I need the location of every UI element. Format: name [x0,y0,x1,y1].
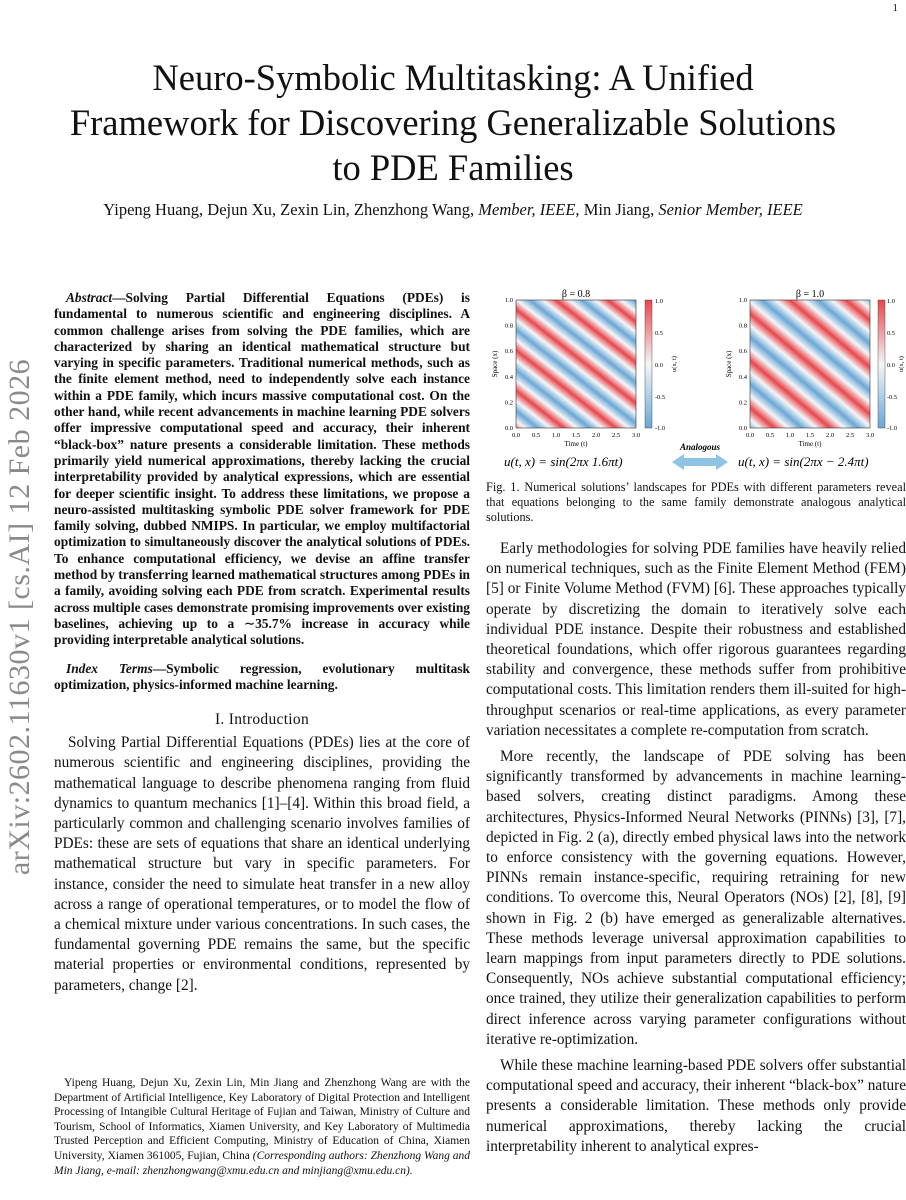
left-ytick-2: 0.6 [504,348,513,356]
right-cb-ticks [887,298,897,432]
left-cbtick-4: -1.0 [655,425,665,432]
right-cbtick-0: 1.0 [887,298,895,305]
left-ytick-1: 0.8 [504,322,513,330]
figure-caption: Fig. 1. Numerical solutions’ landscapes for PDEs with different parameters reveal that equations belonging to the same family demonstrate analogous analytical solutions. [486,480,906,524]
right-xtick-3: 1.5 [805,432,815,439]
right-xtick-6: 3.0 [865,432,875,439]
left-colorbar [645,300,652,428]
left-xtick-1: 0.5 [531,432,541,439]
title-line-3: to PDE Families [332,147,574,188]
section-heading: I. Introduction [214,711,310,729]
paragraph-ml-solvers: More recently, the landscape of PDE solving has been significantly transformed by advancements in machine learning-based solvers, creating distinct paradigms. Among these architectures, Physics-Informed Neural Networks (PINNs) [3], [7], depicted in Fig. 2 (a), directly embed physical laws into the network to enforce consistency with the governing equations. However, PINNs remain instance-specific, requiring retraining for new conditions. To overcome this, Neural Operators (NOs) [2], [8], [9] shown in Fig. 2 (b) have emerged as generalizable alternatives. These methods leverage universal approximation capabilities to learn mappings from input parameters directly to PDE solutions. Consequently, NOs achieve substantial computational efficiency; once trained, they utilize their generalization capabilities to perform direct inference across varying parameter configurations without iterative re-optimization. [486,748,906,1048]
left-x-label: Time (t) [564,440,588,448]
left-x-ticks [512,432,640,439]
authors-member: Member, IEEE, [478,200,580,219]
right-ytick-1: 0.8 [738,322,747,330]
left-ytick-0: 1.0 [504,297,513,304]
right-cb-label: u(x, t) [898,356,905,372]
index-terms [54,661,470,694]
left-cb-ticks [655,298,665,432]
left-ytick-3: 0.4 [504,373,513,381]
index-terms-text: —Symbolic regression, evolutionary multitask optimization, physics-informed machine learning. [54,660,470,692]
left-cbtick-3: -0.5 [655,394,665,401]
page-number: 1 [892,2,898,14]
paragraph-early-methods: Early methodologies for solving PDE families have heavily relied on numerical techniques, such as the Finite Element Method (FEM) [5] or Finite Volume Method (FVM) [6]. These approaches typically operate by discretizing the domain to iteratively solve each individual PDE instance. Despite their robustness and established theoretical foundations, which offer rigorous guarantees regarding stability and convergence, these methods suffer from prohibitive computational costs. This limitation renders them ill-suited for high-throughput scenarios or real-time applications, as every parameter variation necessitates a complete re-computation from scratch. [486,540,906,739]
left-cbtick-2: 0.0 [655,362,663,369]
left-xtick-6: 3.0 [631,432,641,439]
double-arrow-icon [672,454,728,470]
figure-1-svg [486,282,906,478]
title-line-1: Neuro-Symbolic Multitasking: A Unified [152,57,754,98]
left-xtick-2: 1.0 [551,432,561,439]
right-xtick-0: 0.0 [745,432,755,439]
footnote [54,1076,470,1178]
paper-title [40,55,866,190]
left-cbtick-0: 1.0 [655,298,663,305]
intro-paragraph: Solving Partial Differential Equations (PDEs) lies at the core of numerous scientific and engineering disciplines, providing the mathematical language to describe phenomena ranging from fluid dynamics to quantum mechanics [1]–[4]. Within this broad field, a particularly common and challenging scenario involves families of PDEs: these are sets of equations that share an identical underlying mathematical structure but vary in specific parameters. For instance, consider the need to simulate heat transfer in a new alloy across a range of operational temperatures, or to model the flow of a chemical mixture under various concentrations. In such cases, the fundamental governing PDE remains the same, but the specific material properties or environmental conditions, represented by parameters, change [2]. [54,734,470,994]
left-plot-title: β = 0.8 [561,289,591,300]
right-column [486,282,906,1163]
left-column [54,290,470,996]
authors-part-1: Yipeng Huang, Dejun Xu, Zexin Lin, Zhenzhong Wang, [103,200,479,219]
right-equation: u(t, x) = sin(2πx − 2.4πt) [738,454,869,469]
right-colorbar [878,300,885,428]
right-xtick-1: 0.5 [765,432,775,439]
right-ytick-2: 0.6 [738,348,747,356]
left-y-label: Space (x) [491,350,499,378]
right-ytick-4: 0.2 [738,399,747,407]
left-xtick-4: 2.0 [591,432,601,439]
left-xtick-0: 0.0 [511,432,521,439]
footnote-corresponding: (Corresponding authors: Zhenzhong Wang and Min Jiang, e-mail: zhenzhongwang@xmu.edu.cn and minjiang@xmu.edu.cn). [54,1149,470,1177]
left-equation: u(t, x) = sin(2πx 1.6πt) [504,454,623,469]
left-cb-label: u(x, t) [671,356,678,372]
author-list [40,200,866,220]
abstract-label: Abstract [66,290,113,305]
figure-1 [486,282,906,478]
right-ytick-3: 0.4 [738,373,747,381]
right-xtick-4: 2.0 [825,432,835,439]
arxiv-stamp[interactable]: arXiv:2602.11630v1 [cs.AI] 12 Feb 2026 [3,358,36,876]
right-cbtick-2: 0.0 [887,362,895,369]
left-xtick-5: 2.5 [611,432,621,439]
right-y-label: Space (x) [725,350,733,378]
abstract [54,290,470,649]
right-ytick-0: 1.0 [738,297,747,304]
right-x-label: Time (t) [798,440,822,448]
paragraph-limitations: While these machine learning-based PDE solvers offer substantial computational speed and accuracy, their inherent “black-box” nature presents a considerable limitation. These methods only provide numerical approximations, thereby lacking the crucial interpretability inherent to analytical expres- [486,1057,906,1155]
left-cbtick-1: 0.5 [655,330,663,337]
authors-senior: Senior Member, IEEE [658,200,803,219]
right-xtick-5: 2.5 [845,432,855,439]
abstract-text: —Solving Partial Differential Equations (PDEs) is fundamental to numerous scientific and engineering disciplines. A common challenge arises from solving the PDE families, which are characterized by sharing an identical mathematical structure but varying in specific parameters. Traditional numerical methods, such as the finite element method, need to independently solve each instance within a PDE family, which incurs massive computational cost. On the other hand, while recent advancements in machine learning PDE solvers offer impressive computational speed and accuracy, their inherent “black-box” nature presents a considerable limitation. These methods primarily yield numerical approximations, thereby lacking the crucial interpretability provided by analytical expressions, which are essential for deeper scientific insight. To address these limitations, we propose a neuro-assisted multitasking symbolic PDE solver framework for PDE family solving, dubbed NMIPS. In particular, we employ multifactorial optimization to simultaneously discover the analytical solutions of PDEs. To enhance computational efficiency, we devise an affine transfer method by transferring learned mathematical structures among PDEs in a family, avoiding solving each PDE from scratch. Experimental results across multiple cases demonstrate promising improvements over existing baselines, achieving up to a ∼35.7% increase in accuracy while providing interpretable analytical solutions. [54,290,470,648]
right-cbtick-3: -0.5 [887,394,897,401]
left-ytick-4: 0.2 [504,399,513,407]
left-y-ticks [505,297,514,432]
right-ytick-5: 0.0 [738,425,747,432]
title-line-2: Framework for Discovering Generalizable Solutions [69,102,837,143]
right-y-ticks [739,297,748,432]
left-ytick-5: 0.0 [504,425,513,432]
footnote-text: Yipeng Huang, Dejun Xu, Zexin Lin, Min Jiang and Zhenzhong Wang are with the Department of Artificial Intelligence, Key Laboratory of Digital Protection and Intelligent Processing of Intangible Cultural Heritage of Fujian and Taiwan, Ministry of Culture and Tourism, School of Informatics, Xiamen University, and Key Laboratory of Multimedia Trusted Perception and Efficient Computing, Ministry of Education of China, Xiamen University, Xiamen 361005, Fujian, China [54,1077,470,1162]
right-x-ticks [746,432,874,439]
right-cbtick-4: -1.0 [887,425,897,432]
right-xtick-2: 1.0 [785,432,795,439]
right-plot-title: β = 1.0 [795,289,825,300]
index-terms-label: Index Terms [66,660,153,676]
left-xtick-3: 1.5 [571,432,581,439]
right-cbtick-1: 0.5 [887,330,895,337]
analogous-label: Analogous [679,442,721,452]
authors-part-2: Min Jiang, [579,200,659,219]
